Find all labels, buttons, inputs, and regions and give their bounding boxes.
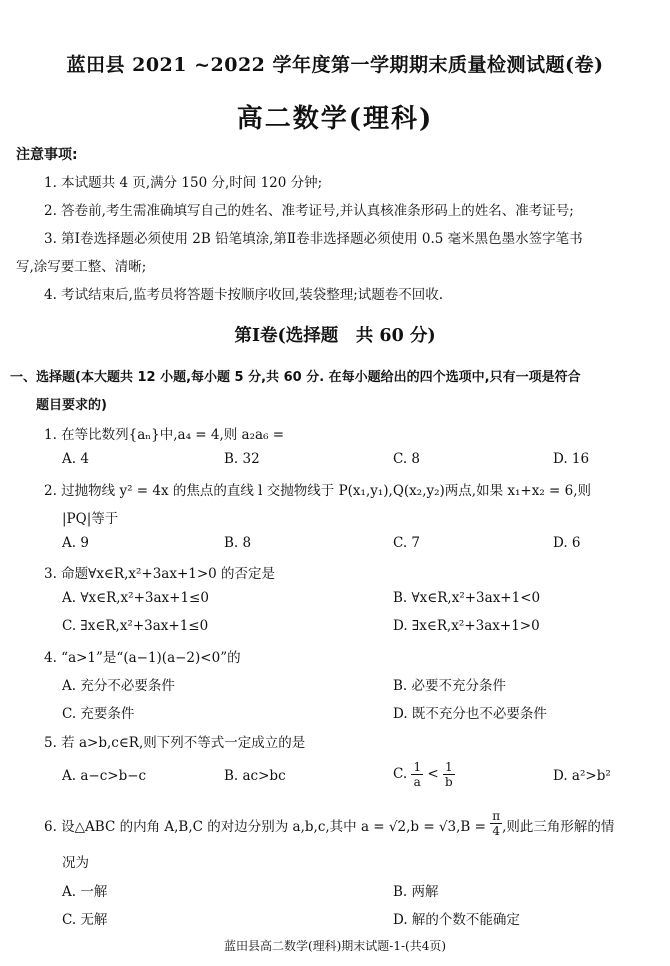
q6-option-a: A. 一解	[62, 884, 108, 900]
q6-option-d: D. 解的个数不能确定	[393, 912, 520, 928]
q3-option-a: A. ∀x∈R,x²+3ax+1≤0	[62, 590, 209, 606]
q5-option-b: B. ac>bc	[224, 768, 286, 784]
q2-option-d: D. 6	[553, 535, 581, 551]
fraction-denominator: a	[413, 775, 421, 789]
note-item: 3. 第Ⅰ卷选择题必须使用 2B 铅笔填涂,第Ⅱ卷非选择题必须使用 0.5 毫米黑色墨水签字笔书	[44, 231, 583, 247]
q3-option-c: C. ∃x∈R,x²+3ax+1≤0	[62, 618, 209, 634]
q1-option-d: D. 16	[553, 451, 590, 467]
less-than-sign: <	[427, 766, 439, 782]
notes-heading: 注意事项:	[16, 147, 78, 163]
q6-option-c: C. 无解	[62, 912, 108, 928]
question-3-stem: 3. 命题∀x∈R,x²+3ax+1>0 的否定是	[44, 566, 276, 582]
fraction-numerator: π	[492, 809, 501, 823]
fraction-denominator: b	[444, 775, 453, 789]
fraction-one-over-a	[411, 760, 423, 789]
q6-option-b: B. 两解	[393, 884, 439, 900]
note-item: 写,涂写要工整、清晰;	[16, 259, 147, 275]
note-item: 1. 本试题共 4 页,满分 150 分,时间 120 分钟;	[44, 175, 323, 191]
q4-option-a: A. 充分不必要条件	[62, 678, 175, 694]
q4-option-b: B. 必要不充分条件	[393, 678, 507, 694]
section-instruction-cont: 题目要求的)	[36, 398, 107, 413]
question-4-stem: 4. “a>1”是“(a−1)(a−2)<0”的	[44, 650, 241, 666]
q4-option-d: D. 既不充分也不必要条件	[393, 706, 547, 722]
q5-option-c	[393, 760, 455, 789]
q1-option-b: B. 32	[224, 451, 260, 467]
q1-option-c: C. 8	[393, 451, 421, 467]
q1-option-a: A. 4	[62, 451, 89, 467]
q5-option-a: A. a−c>b−c	[62, 768, 147, 784]
q3-option-d: D. ∃x∈R,x²+3ax+1>0	[393, 618, 540, 634]
q2-option-a: A. 9	[62, 535, 89, 551]
question-2-stem-cont: |PQ|等于	[62, 511, 119, 527]
q6-stem-part2: ,则此三角形解的情	[502, 819, 615, 835]
q5-option-c-label: C.	[393, 766, 408, 782]
fraction-denominator: 4	[492, 824, 500, 838]
section-title: 第Ⅰ卷(选择题 共 60 分)	[234, 326, 436, 346]
fraction-numerator: 1	[443, 760, 455, 775]
section-instruction: 一、选择题(本大题共 12 小题,每小题 5 分,共 60 分. 在每小题给出的四个选项中,只有一项是符合	[10, 370, 581, 385]
subject-title: 高二数学(理科)	[236, 104, 434, 134]
fraction-numerator: 1	[413, 760, 422, 774]
question-5-stem: 5. 若 a>b,c∈R,则下列不等式一定成立的是	[44, 735, 306, 751]
fraction-pi-over-4	[490, 809, 502, 838]
question-6-stem-cont: 况为	[62, 855, 89, 871]
q2-option-c: C. 7	[393, 535, 421, 551]
q4-option-c: C. 充要条件	[62, 706, 135, 722]
question-2-stem: 2. 过抛物线 y² = 4x 的焦点的直线 l 交抛物线于 P(x₁,y₁),Q(x₂,y₂)两点,如果 x₁+x₂ = 6,则	[44, 483, 592, 499]
note-item: 2. 答卷前,考生需准确填写自己的姓名、准考证号,并认真核准条形码上的姓名、准考证号;	[44, 203, 574, 219]
q2-option-b: B. 8	[224, 535, 252, 551]
q6-stem-part1: 6. 设△ABC 的内角 A,B,C 的对边分别为 a,b,c,其中 a = √2,b = √3,B =	[44, 819, 486, 835]
q5-option-d: D. a²>b²	[553, 768, 611, 784]
q3-option-b: B. ∀x∈R,x²+3ax+1<0	[393, 590, 541, 606]
note-item: 4. 考试结束后,监考员将答题卡按顺序收回,装袋整理;试题卷不回收.	[44, 287, 444, 303]
question-1-stem: 1. 在等比数列{aₙ}中,a₄ = 4,则 a₂a₆ =	[44, 427, 285, 443]
exam-title: 蓝田县 2021 ~2022 学年度第一学期期末质量检测试题(卷)	[66, 54, 604, 76]
page-footer: 蓝田县高二数学(理科)期末试题-1-(共4页)	[223, 939, 447, 953]
question-6-stem	[44, 809, 615, 838]
fraction-one-over-b	[443, 760, 455, 789]
